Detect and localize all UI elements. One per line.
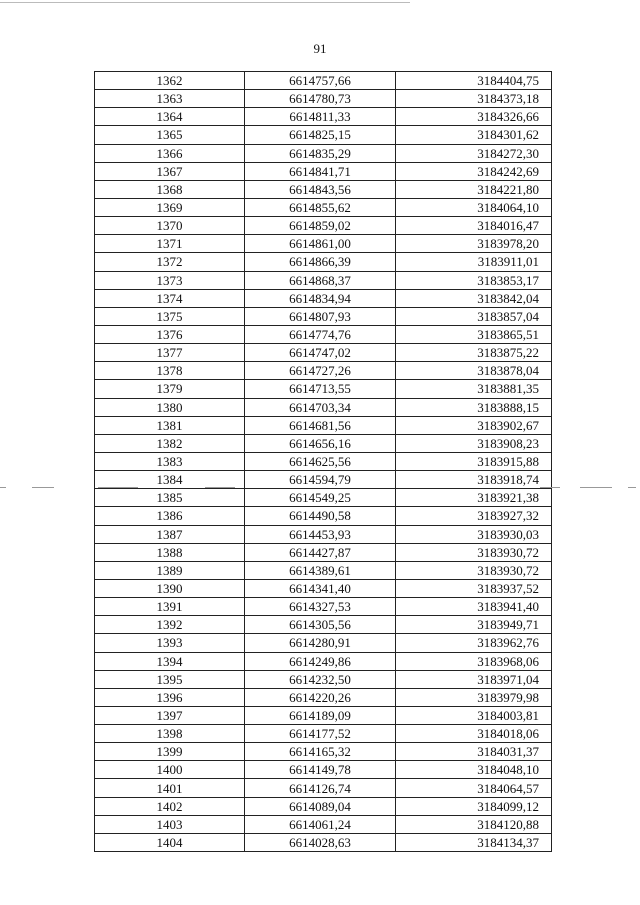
point-number-cell: 1367	[95, 162, 245, 180]
y-coordinate-cell: 3183921,38	[396, 489, 552, 507]
x-coordinate-cell: 6614165,32	[245, 743, 396, 761]
y-coordinate-cell: 3183902,67	[396, 416, 552, 434]
table-row	[95, 434, 552, 452]
x-coordinate-cell: 6614757,66	[245, 72, 396, 90]
point-number-cell: 1368	[95, 180, 245, 198]
point-number-cell: 1394	[95, 652, 245, 670]
y-coordinate-cell: 3184242,69	[396, 162, 552, 180]
x-coordinate-cell: 6614549,25	[245, 489, 396, 507]
table-row	[95, 670, 552, 688]
x-coordinate-cell: 6614681,56	[245, 416, 396, 434]
table-row	[95, 725, 552, 743]
y-coordinate-cell: 3183915,88	[396, 452, 552, 470]
point-number-cell: 1377	[95, 344, 245, 362]
x-coordinate-cell: 6614389,61	[245, 561, 396, 579]
coordinates-table-wrapper	[94, 71, 552, 852]
scan-mark	[628, 487, 636, 488]
table-row	[95, 217, 552, 235]
point-number-cell: 1375	[95, 307, 245, 325]
point-number-cell: 1379	[95, 380, 245, 398]
y-coordinate-cell: 3184120,88	[396, 815, 552, 833]
y-coordinate-cell: 3183875,22	[396, 344, 552, 362]
point-number-cell: 1399	[95, 743, 245, 761]
x-coordinate-cell: 6614625,56	[245, 452, 396, 470]
x-coordinate-cell: 6614774,76	[245, 325, 396, 343]
x-coordinate-cell: 6614868,37	[245, 271, 396, 289]
point-number-cell: 1388	[95, 543, 245, 561]
table-row	[95, 452, 552, 470]
x-coordinate-cell: 6614825,15	[245, 126, 396, 144]
x-coordinate-cell: 6614780,73	[245, 90, 396, 108]
x-coordinate-cell: 6614866,39	[245, 253, 396, 271]
scan-mark	[0, 487, 6, 488]
y-coordinate-cell: 3183962,76	[396, 634, 552, 652]
y-coordinate-cell: 3184301,62	[396, 126, 552, 144]
x-coordinate-cell: 6614341,40	[245, 579, 396, 597]
x-coordinate-cell: 6614249,86	[245, 652, 396, 670]
y-coordinate-cell: 3184031,37	[396, 743, 552, 761]
point-number-cell: 1402	[95, 797, 245, 815]
table-row	[95, 743, 552, 761]
table-row	[95, 706, 552, 724]
table-row	[95, 362, 552, 380]
y-coordinate-cell: 3183949,71	[396, 616, 552, 634]
table-row	[95, 380, 552, 398]
point-number-cell: 1376	[95, 325, 245, 343]
table-row	[95, 507, 552, 525]
point-number-cell: 1372	[95, 253, 245, 271]
y-coordinate-cell: 3184099,12	[396, 797, 552, 815]
top-scan-rule	[0, 2, 410, 3]
point-number-cell: 1400	[95, 761, 245, 779]
y-coordinate-cell: 3184064,10	[396, 198, 552, 216]
x-coordinate-cell: 6614189,09	[245, 706, 396, 724]
table-row	[95, 325, 552, 343]
x-coordinate-cell: 6614656,16	[245, 434, 396, 452]
table-row	[95, 779, 552, 797]
y-coordinate-cell: 3183930,03	[396, 525, 552, 543]
table-row	[95, 616, 552, 634]
table-row	[95, 815, 552, 833]
x-coordinate-cell: 6614327,53	[245, 598, 396, 616]
y-coordinate-cell: 3184326,66	[396, 108, 552, 126]
table-row	[95, 235, 552, 253]
y-coordinate-cell: 3184404,75	[396, 72, 552, 90]
x-coordinate-cell: 6614861,00	[245, 235, 396, 253]
table-row	[95, 416, 552, 434]
coordinates-table-body	[95, 72, 552, 852]
x-coordinate-cell: 6614089,04	[245, 797, 396, 815]
y-coordinate-cell: 3184064,57	[396, 779, 552, 797]
y-coordinate-cell: 3184016,47	[396, 217, 552, 235]
table-row	[95, 126, 552, 144]
point-number-cell: 1395	[95, 670, 245, 688]
x-coordinate-cell: 6614843,56	[245, 180, 396, 198]
x-coordinate-cell: 6614841,71	[245, 162, 396, 180]
table-row	[95, 307, 552, 325]
y-coordinate-cell: 3183978,20	[396, 235, 552, 253]
point-number-cell: 1387	[95, 525, 245, 543]
point-number-cell: 1391	[95, 598, 245, 616]
point-number-cell: 1397	[95, 706, 245, 724]
point-number-cell: 1396	[95, 688, 245, 706]
y-coordinate-cell: 3183927,32	[396, 507, 552, 525]
y-coordinate-cell: 3184221,80	[396, 180, 552, 198]
x-coordinate-cell: 6614028,63	[245, 833, 396, 851]
point-number-cell: 1371	[95, 235, 245, 253]
y-coordinate-cell: 3183865,51	[396, 325, 552, 343]
table-row	[95, 579, 552, 597]
point-number-cell: 1393	[95, 634, 245, 652]
y-coordinate-cell: 3183941,40	[396, 598, 552, 616]
point-number-cell: 1384	[95, 471, 245, 489]
point-number-cell: 1385	[95, 489, 245, 507]
point-number-cell: 1370	[95, 217, 245, 235]
point-number-cell: 1374	[95, 289, 245, 307]
table-row	[95, 652, 552, 670]
x-coordinate-cell: 6614594,79	[245, 471, 396, 489]
table-row	[95, 144, 552, 162]
table-row	[95, 489, 552, 507]
y-coordinate-cell: 3183908,23	[396, 434, 552, 452]
table-row	[95, 72, 552, 90]
point-number-cell: 1366	[95, 144, 245, 162]
x-coordinate-cell: 6614149,78	[245, 761, 396, 779]
table-row	[95, 688, 552, 706]
table-row	[95, 162, 552, 180]
x-coordinate-cell: 6614177,52	[245, 725, 396, 743]
point-number-cell: 1365	[95, 126, 245, 144]
point-number-cell: 1404	[95, 833, 245, 851]
x-coordinate-cell: 6614232,50	[245, 670, 396, 688]
page-number: 91	[313, 41, 327, 56]
x-coordinate-cell: 6614727,26	[245, 362, 396, 380]
table-row	[95, 833, 552, 851]
point-number-cell: 1389	[95, 561, 245, 579]
y-coordinate-cell: 3183881,35	[396, 380, 552, 398]
table-row	[95, 90, 552, 108]
y-coordinate-cell: 3183971,04	[396, 670, 552, 688]
x-coordinate-cell: 6614490,58	[245, 507, 396, 525]
x-coordinate-cell: 6614811,33	[245, 108, 396, 126]
y-coordinate-cell: 3183853,17	[396, 271, 552, 289]
point-number-cell: 1401	[95, 779, 245, 797]
table-row	[95, 180, 552, 198]
table-row	[95, 634, 552, 652]
y-coordinate-cell: 3184134,37	[396, 833, 552, 851]
point-number-cell: 1378	[95, 362, 245, 380]
y-coordinate-cell: 3183918,74	[396, 471, 552, 489]
table-row	[95, 198, 552, 216]
y-coordinate-cell: 3183968,06	[396, 652, 552, 670]
scan-mark	[32, 487, 54, 488]
x-coordinate-cell: 6614061,24	[245, 815, 396, 833]
scan-mark	[580, 487, 612, 488]
point-number-cell: 1383	[95, 452, 245, 470]
table-row	[95, 761, 552, 779]
table-row	[95, 398, 552, 416]
point-number-cell: 1380	[95, 398, 245, 416]
y-coordinate-cell: 3183930,72	[396, 543, 552, 561]
table-row	[95, 253, 552, 271]
y-coordinate-cell: 3184003,81	[396, 706, 552, 724]
y-coordinate-cell: 3184272,30	[396, 144, 552, 162]
point-number-cell: 1364	[95, 108, 245, 126]
y-coordinate-cell: 3184048,10	[396, 761, 552, 779]
table-row	[95, 561, 552, 579]
table-row	[95, 471, 552, 489]
y-coordinate-cell: 3184018,06	[396, 725, 552, 743]
x-coordinate-cell: 6614807,93	[245, 307, 396, 325]
table-row	[95, 543, 552, 561]
table-row	[95, 598, 552, 616]
point-number-cell: 1373	[95, 271, 245, 289]
y-coordinate-cell: 3183842,04	[396, 289, 552, 307]
point-number-cell: 1369	[95, 198, 245, 216]
x-coordinate-cell: 6614427,87	[245, 543, 396, 561]
y-coordinate-cell: 3183979,98	[396, 688, 552, 706]
y-coordinate-cell: 3183911,01	[396, 253, 552, 271]
x-coordinate-cell: 6614835,29	[245, 144, 396, 162]
point-number-cell: 1386	[95, 507, 245, 525]
y-coordinate-cell: 3183857,04	[396, 307, 552, 325]
y-coordinate-cell: 3183888,15	[396, 398, 552, 416]
table-row	[95, 108, 552, 126]
table-row	[95, 797, 552, 815]
table-row	[95, 289, 552, 307]
x-coordinate-cell: 6614220,26	[245, 688, 396, 706]
x-coordinate-cell: 6614859,02	[245, 217, 396, 235]
y-coordinate-cell: 3183937,52	[396, 579, 552, 597]
x-coordinate-cell: 6614855,62	[245, 198, 396, 216]
x-coordinate-cell: 6614747,02	[245, 344, 396, 362]
x-coordinate-cell: 6614126,74	[245, 779, 396, 797]
point-number-cell: 1403	[95, 815, 245, 833]
x-coordinate-cell: 6614453,93	[245, 525, 396, 543]
coordinates-table	[94, 71, 552, 852]
x-coordinate-cell: 6614305,56	[245, 616, 396, 634]
point-number-cell: 1363	[95, 90, 245, 108]
table-row	[95, 271, 552, 289]
y-coordinate-cell: 3183930,72	[396, 561, 552, 579]
point-number-cell: 1390	[95, 579, 245, 597]
point-number-cell: 1362	[95, 72, 245, 90]
point-number-cell: 1381	[95, 416, 245, 434]
x-coordinate-cell: 6614280,91	[245, 634, 396, 652]
table-row	[95, 344, 552, 362]
x-coordinate-cell: 6614834,94	[245, 289, 396, 307]
point-number-cell: 1398	[95, 725, 245, 743]
point-number-cell: 1392	[95, 616, 245, 634]
point-number-cell: 1382	[95, 434, 245, 452]
y-coordinate-cell: 3183878,04	[396, 362, 552, 380]
x-coordinate-cell: 6614703,34	[245, 398, 396, 416]
x-coordinate-cell: 6614713,55	[245, 380, 396, 398]
y-coordinate-cell: 3184373,18	[396, 90, 552, 108]
table-row	[95, 525, 552, 543]
